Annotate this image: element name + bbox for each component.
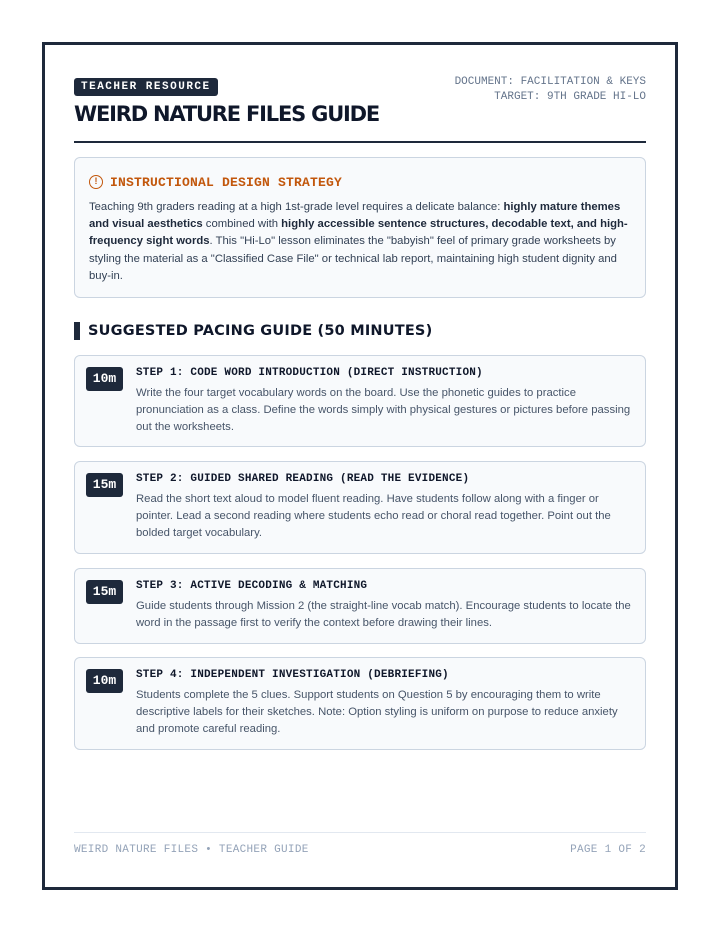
info-icon: ! xyxy=(89,175,103,189)
strategy-text-1: Teaching 9th graders reading at a high 1st-grade level requires a delicate balance: xyxy=(89,201,504,213)
strategy-body xyxy=(89,199,631,285)
step-description: Guide students through Mission 2 (the straight-line vocab match). Encourage students to locate the word in the passage first to verify the context before drawing their lines. xyxy=(136,600,631,630)
step-title: STEP 1: CODE WORD INTRODUCTION (DIRECT INSTRUCTION) xyxy=(136,367,483,379)
footer-divider xyxy=(74,832,646,833)
step-time-badge: 10m xyxy=(86,669,123,693)
step-title: STEP 3: ACTIVE DECODING & MATCHING xyxy=(136,580,368,592)
strategy-callout xyxy=(74,157,646,298)
strategy-title: INSTRUCTIONAL DESIGN STRATEGY xyxy=(110,174,343,190)
step-time-badge: 15m xyxy=(86,580,123,604)
section-accent-bar xyxy=(74,322,80,340)
document-page xyxy=(42,42,678,890)
pacing-step-4 xyxy=(74,657,646,750)
pacing-step-2 xyxy=(74,461,646,554)
page-number: PAGE 1 OF 2 xyxy=(570,844,646,856)
step-time-badge: 15m xyxy=(86,473,123,497)
strategy-text-2: combined with xyxy=(202,218,282,231)
strategy-header xyxy=(89,173,631,191)
strategy-bold-2: highly accessible sentence structures, decodable text, and high-frequency sight words xyxy=(89,218,628,248)
pacing-step-3 xyxy=(74,568,646,644)
strategy-bold-1: highly mature themes and visual aesthetics xyxy=(89,201,621,231)
footer-title: WEIRD NATURE FILES • TEACHER GUIDE xyxy=(74,844,309,856)
step-title: STEP 2: GUIDED SHARED READING (READ THE EVIDENCE) xyxy=(136,473,470,485)
step-title: STEP 4: INDEPENDENT INVESTIGATION (DEBRIEFING) xyxy=(136,669,449,681)
strategy-text-3: . This "Hi-Lo" lesson eliminates the "babyish" feel of primary grade worksheets by styling the material as a "Classified Case File" or technical lab report, maintaining high student dignity and buy-in. xyxy=(89,235,617,282)
teacher-resource-badge: TEACHER RESOURCE xyxy=(74,78,218,96)
page-title: WEIRD NATURE FILES GUIDE xyxy=(74,102,380,126)
header-divider xyxy=(74,141,646,143)
document-meta xyxy=(455,75,646,105)
meta-target-line: TARGET: 9TH GRADE HI-LO xyxy=(494,91,646,103)
step-time-badge: 10m xyxy=(86,367,123,391)
step-description: Read the short text aloud to model fluent reading. Have students follow along with a finger or pointer. Lead a second reading where students echo read or choral read together. Point out the bolded target vocabulary. xyxy=(136,493,611,540)
pacing-step-1 xyxy=(74,355,646,447)
meta-document-line: DOCUMENT: FACILITATION & KEYS xyxy=(454,76,646,88)
step-description: Write the four target vocabulary words on the board. Use the phonetic guides to practice pronunciation as a class. Define the words simply with physical gestures or pictures before passing out the worksheets. xyxy=(136,387,631,434)
step-description: Students complete the 5 clues. Support students on Question 5 by encouraging them to write descriptive labels for their sketches. Note: Option styling is uniform on purpose to reduce anxiety and promote careful reading. xyxy=(136,689,618,736)
pacing-section-title: SUGGESTED PACING GUIDE (50 MINUTES) xyxy=(88,323,433,339)
